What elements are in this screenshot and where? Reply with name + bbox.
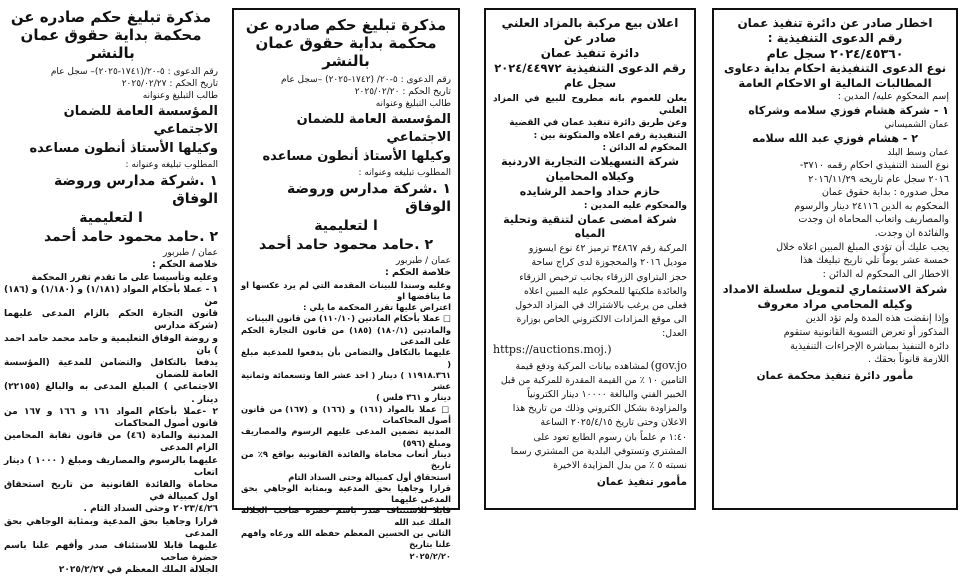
defendant-2: ٢ .حامد محمود حامد أحمد: [258, 237, 434, 253]
body-line: خمسة عشر يوماً تلي تاريخ تبليغك هذا: [800, 255, 949, 267]
body-line: الى موقع المزادات الالكتروني الخاص بوزارة: [516, 314, 687, 326]
body-line: اللازمة قانوناً بحقك .: [868, 354, 949, 366]
body-line: عليهما بالتكافل والتضامن بأن يدفعوا للمدعية مبلغ (: [241, 347, 451, 369]
case-number: رقم الدعوى : ٥-٢٠/ (١٧٤٢-٢٠٢٥) –سجل عام: [281, 75, 451, 85]
body-line: الاجتماعي ) المبلغ المدعى به والبالغ (٢٢١٥٥) دينار .: [4, 382, 218, 405]
body-line: المذكور أو تعرض التسوية القانونية ستقوم: [783, 326, 949, 338]
body-line: نسبته ٥ ٪ من بدل المزايدة الاخيرة: [553, 460, 687, 472]
body-line: المدنية والمادة (٤٦) من قانون نقابة المحامين الزام المدعى: [4, 431, 219, 454]
body-line: استحقاق أول كمبيالة وحتى السداد التام: [288, 471, 451, 482]
defendant-1-cont: ا لتعليمية: [314, 218, 378, 234]
auction-title-2: دائرة تنفيذ عمان: [540, 46, 640, 60]
body-line: لمشاهده بيانات المركبة ودفع قيمة: [515, 360, 649, 372]
body-line: نوع السند التنفيذي احكام رقمه ٣٧١٠-: [799, 160, 949, 171]
body-line: والعائدة ملكيتها للمحكوم عليه المبين اعلاه: [523, 285, 687, 297]
execution-title: اخطار صادر عن دائرة تنفيذ عمان: [737, 16, 933, 30]
notice-title-1: مذكرة تبليغ حكم صادره عن: [10, 8, 212, 26]
body-line: وإذا إنقضت هذه المدة ولم تؤد الدين: [805, 313, 949, 325]
body-line: حجز البتراوي الزرقاء بجانب ترخيص الزرقاء: [519, 271, 687, 283]
auctions-url[interactable]: https://auctions.moj.): [493, 342, 612, 356]
body-line: وعليه وتأسيسا على ما تقدم تقرر المحكمة: [31, 272, 218, 283]
judgment-body: [241, 280, 451, 562]
judgment-body: [4, 272, 218, 577]
notice-title-2: محكمة بداية حقوق عمان بالنشر: [20, 26, 202, 62]
body-line: يجب عليك أن تؤدي المبلغ المبين اعلاه خلال: [776, 241, 949, 253]
body-line: العدل:: [662, 328, 687, 340]
body-line: دائرة التنفيذ بمباشرة الإجراءات التنفيذية: [790, 340, 949, 352]
auction-case-number: رقم الدعوى التنفيذية ٢٠٢٤/٤٤٩٧٢: [494, 61, 686, 75]
execution-closing: [721, 312, 949, 366]
defendant-1-cont: ا لتعليمية: [79, 210, 143, 226]
body-line: المحكوم به الدين ٢٤١١٦ دينار والرسوم: [794, 200, 949, 212]
body-line: ٢٠٢٥/٢/٢٠: [409, 550, 451, 561]
judgment-date: تاريخ الحكم : ٢٠٢٥/٠٢/٢٧: [121, 79, 218, 89]
body-line: يدفعا بالتكافل والتضامن للمدعية (المؤسسة العامة للضمان: [4, 357, 218, 381]
body-line: عليهما قابلا للاستئناف صدر وأفهم علنا باسم حضرة صاحب: [4, 540, 218, 564]
creditor-lawyers: حازم حداد واحمد الرشايده: [519, 185, 661, 199]
creditor-lawyer: وكيله المحامي مراد معروف: [757, 297, 913, 312]
body-line: قابلا للاستئناف صدر باسم حضرة صاحب الجلالة الملك عبد الله: [241, 505, 451, 527]
notice-title-2: محكمة بداية حقوق عمان بالنشر: [255, 34, 437, 70]
defendant-1: ١ .شركة مدارس وروضة الوفاق: [53, 173, 218, 207]
intro-line: وعن طريق دائرة تنفيذ عمان في القضية: [509, 118, 687, 129]
body-line: الاعلان وحتى تاريخ ٢٠٢٥/٤/١٥ الساعة: [540, 417, 687, 429]
body-line: □ عملا بالمواد (١٦١) و (١٦٦) و (١٦٧) من قانون أصول المحاكمات: [241, 403, 451, 426]
body-line: والفائدة ان وجدت.: [874, 227, 949, 239]
body-line: المشتري وتستوفي البلدية من المشتري رسما: [510, 445, 687, 457]
debtor-2: ٢ - هشام فوزي عبد الله سلامه: [752, 132, 918, 145]
body-line: ١:٤٠ م علماً بان رسوم الطابع تعود على: [533, 431, 687, 443]
notice-auction: [484, 8, 696, 510]
body-line: ١ - عملا بأحكام المواد (١/١٨١) و (١/١٨٠) و (١٨٦) من: [4, 284, 218, 307]
summary-label: خلاصة الحكم :: [151, 259, 218, 270]
debtor-name: شركة امضى عمان لتنقية وتحلية المياه: [503, 213, 677, 241]
body-line: المركبة رقم ٣٤٨٦٧ ترميز ٤٢ نوع ايسوزو: [528, 243, 687, 255]
debtor-1-address: عمان الشميساني: [884, 120, 949, 130]
body-line: ١١٩١٨.٣٦١ ) دينار ( احد عشر الفا وتسعمائة وثمانية عشر: [241, 369, 451, 392]
body-line: المدنية تضمين المدعى عليهم الرسوم والمصاريف ومبلغ (٥٩٦): [241, 426, 451, 448]
judgment-date: تاريخ الحكم : ٢٠٢٥/٠٢/٢٠: [354, 87, 451, 97]
body-line: والمزاودة بشكل الكتروني وذلك من تاريخ هذا: [512, 403, 687, 415]
notice-1742: [232, 8, 460, 561]
execution-signature: مأمور دائرة تنفيذ محكمة عمان: [756, 369, 914, 382]
body-line: الثاني بن الحسين المعظم حفظه الله ورعاه وافهم علنا بتاريخ: [241, 528, 451, 550]
requester-label: طالب التبليغ وعنوانه: [375, 99, 451, 109]
body-line: وعليه وسندا للبينات المقدمة التي لم يرد عكسها او ما يناقضها او: [241, 279, 451, 301]
body-line: عليهما بالرسوم والمصاريف ومبلغ ( ١٠٠٠ ) دينار اتعاب: [4, 455, 218, 478]
debtor-2-address: عمان وسط البلد: [887, 148, 949, 158]
notice-1741: [4, 8, 219, 576]
body-line: والمصاريف واتعاب المحاماة ان وجدت: [798, 214, 949, 226]
body-line: ٢٠١٦ سجل عام تاريخه ٢٠١٦/١١/٢٩: [808, 173, 949, 185]
notice-execution: [712, 8, 958, 510]
body-line: ٢ -عملا بأحكام المواد ١٦١ و ١٦٦ و ١٦٧ من قانون أصول المحاكمات: [4, 406, 218, 429]
case-number: رقم الدعوى : ٥-٢٠/(١٧٤١-٢٠٢٥)– سجل عام: [50, 67, 218, 77]
defendant-2: ٢ .حامد محمود حامد أحمد: [43, 229, 218, 245]
debtor-label: والمحكوم عليه المدين :: [583, 201, 687, 212]
body-line: قرارا وجاهيا بحق المدعية وبمثابة الوجاهي بحق المدعى: [4, 516, 218, 539]
body-line: قانون التجارة الحكم بالزام المدعى عليهما (شركة مدارس: [4, 309, 218, 332]
body-line: ٢٠٢٣/٤/٢٦ وحتى السداد التام .: [83, 504, 218, 515]
auction-url-row: [493, 358, 687, 374]
execution-case-label: رقم الدعوى التنفيذية :: [767, 31, 903, 45]
creditor-name: شركة الاستثماري لتمويل سلسلة الامداد: [722, 282, 948, 297]
notice-title-1: مذكرة تبليغ حكم صادره عن: [245, 16, 447, 34]
body-line: موديل ٢٠١٦ والمحجوزة لدى كراج ساحة: [531, 257, 687, 269]
body-line: قرارا وجاهيا بحق المدعية وبمثابة الوجاهي بحق المدعى عليهما: [241, 482, 451, 505]
debtor-label: إسم المحكوم عليه/ المدين :: [837, 91, 949, 102]
body-line: دينار أتعاب محاماة والفائدة القانونية بواقع ٩٪ من تاريخ: [241, 448, 451, 471]
creditor-name: شركة التسهيلات التجارية الاردنية: [501, 155, 679, 169]
to-be-notified-label: المطلوب تبليغه وعنوانه :: [125, 160, 218, 170]
address: عمان / طبربور: [395, 256, 451, 266]
body-line: دينار و ٣٦١ فلس ): [376, 392, 451, 403]
auctions-url-domain[interactable]: (gov.jo: [650, 358, 687, 372]
body-line: محاماة والفائدة القانونية من تاريخ استحقاق اول كمبيالة في: [4, 479, 218, 503]
body-line: و روضة الوفاق التعليمية و حامد محمد حامد احمد ) بان: [4, 333, 218, 356]
intro-line: يعلن للعموم بانه مطروح للبيع في المزاد العلني: [493, 94, 687, 117]
creditor-label: المحكوم له الدائن :: [602, 142, 687, 153]
party-lawyer: وكيلها الأستاذ أنطون مساعده: [29, 141, 218, 156]
auction-title-1: اعلان بيع مركبة بالمزاد العلني صادر عن: [501, 16, 679, 45]
body-line: والمادتين (١٨٠/١) (١٨٥) من قانون التجارة الحكم على المدعى: [241, 324, 451, 346]
body-line: فعلى من يرغب بالاشتراك في المزاد الدخول: [515, 300, 687, 312]
body-line: الاخطار الى المحكوم له الدائن :: [822, 268, 949, 280]
party-lawyer: وكيلها الأستاذ أنطون مساعده: [262, 149, 451, 164]
debtor-1: ١ - شركة هشام فوزي سلامه وشركاه: [748, 104, 949, 117]
body-line: الجلالة الملك المعظم في ٢٠٢٥/٢/٢٧: [58, 565, 218, 576]
summary-label: خلاصة الحكم :: [384, 267, 451, 278]
auction-body: [493, 242, 687, 341]
auction-case-sub: سجل عام: [563, 77, 617, 90]
body-line: التامين ١٠ ٪ من القيمة المقدرة للمركبة من قبل: [500, 374, 687, 386]
execution-case-number: ٢٠٢٤/٤٥٣٦٠ سجل عام: [766, 46, 904, 61]
auction-signature: مأمور تنفيذ عمان: [596, 476, 687, 489]
body-line: محل صدوره : بداية حقوق عمان: [821, 187, 949, 199]
requester-label: طالب التبليغ وعنوانه: [142, 91, 218, 101]
execution-case-type: نوع الدعوى التنفيذية احكام بداية دعاوى المطالبات المالية او الاحكام العامة: [723, 61, 947, 90]
party-name: المؤسسة العامة للضمان الاجتماعي: [63, 104, 218, 137]
to-be-notified-label: المطلوب تبليغه وعنوانه :: [358, 168, 451, 178]
defendant-1: ١ .شركة مدارس وروضة الوفاق: [286, 181, 451, 215]
body-line: الخبير الفني والبالغة ١٠٠٠٠ دينار الكترونياً: [527, 389, 687, 401]
intro-line: التنفيذية رقم اعلاه والمتكونة بين :: [533, 130, 687, 141]
address: عمان / طبربور: [162, 248, 218, 258]
execution-body: [721, 159, 949, 281]
body-line: □ عملا بأحكام المادتين (١١٠/١٠) من قانون البينات: [246, 313, 451, 324]
creditor-lawyers-title: وكيلاه المحاميان: [545, 170, 635, 184]
party-name: المؤسسة العامة للضمان الاجتماعي: [296, 112, 451, 145]
body-line: اعتراض عليها تقرر المحكمة ما يلي :: [303, 302, 451, 313]
